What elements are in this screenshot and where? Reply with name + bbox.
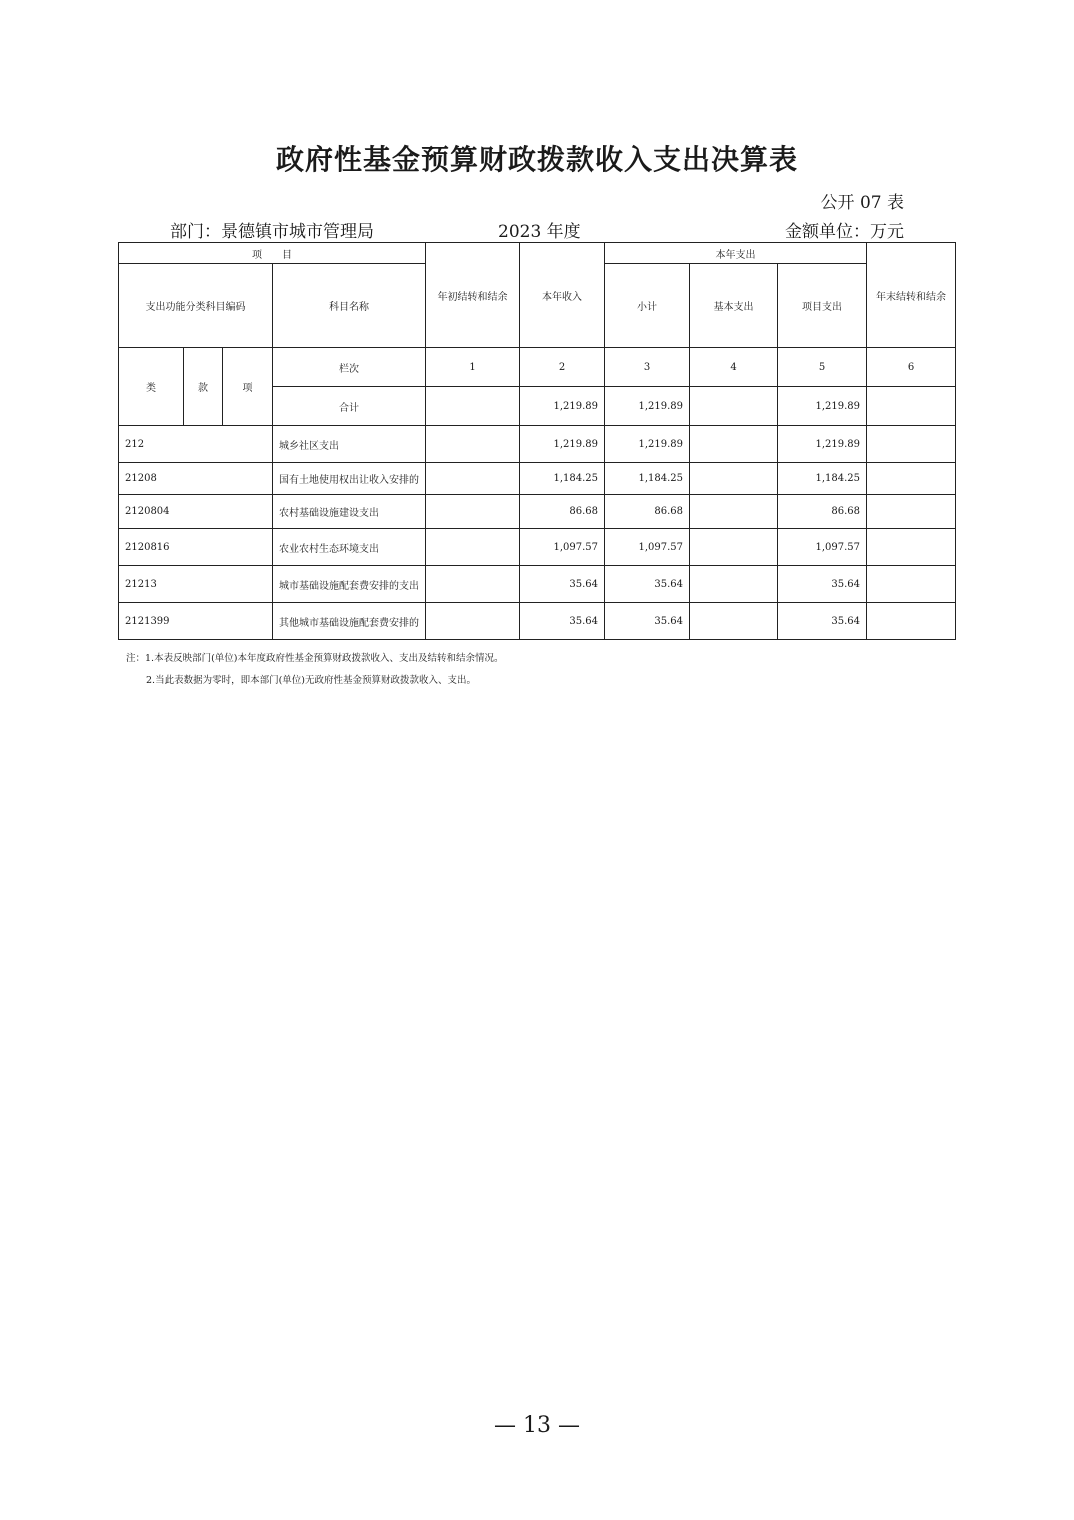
header-code: 支出功能分类科目编码 <box>119 264 273 348</box>
row-subtotal: 86.68 <box>605 495 690 529</box>
row-name: 农村基础设施建设支出 <box>273 495 426 529</box>
row-project: 35.64 <box>778 603 867 640</box>
row-end-balance <box>867 603 956 640</box>
amount-unit-label: 金额单位：万元 <box>785 222 904 242</box>
budget-table <box>118 242 956 640</box>
row-code: 21208 <box>119 463 273 495</box>
row-basic <box>690 426 778 463</box>
page-number: — 13 — <box>494 1413 580 1438</box>
department-label: 部门：景德镇市城市管理局 <box>170 222 374 242</box>
row-basic <box>690 529 778 566</box>
table-row <box>119 566 956 603</box>
header-basic: 基本支出 <box>690 264 778 348</box>
row-begin-balance <box>426 463 520 495</box>
page-title: 政府性基金预算财政拨款收入支出决算表 <box>275 143 798 176</box>
row-project: 1,184.25 <box>778 463 867 495</box>
column-number-6: 6 <box>867 348 956 387</box>
row-subtotal: 1,184.25 <box>605 463 690 495</box>
row-name: 城乡社区支出 <box>273 426 426 463</box>
row-subtotal: 1,219.89 <box>605 426 690 463</box>
row-income: 1,219.89 <box>520 426 605 463</box>
notes <box>126 648 503 692</box>
row-income: 35.64 <box>520 566 605 603</box>
header-project: 项目支出 <box>778 264 867 348</box>
row-basic <box>690 463 778 495</box>
table-row <box>119 529 956 566</box>
row-end-balance <box>867 529 956 566</box>
row-project: 1,219.89 <box>778 426 867 463</box>
total-label: 合计 <box>273 387 426 426</box>
row-code: 212 <box>119 426 273 463</box>
column-number-4: 4 <box>690 348 778 387</box>
row-code: 2120816 <box>119 529 273 566</box>
header-end-balance: 年末结转和结余 <box>867 243 956 348</box>
row-basic <box>690 603 778 640</box>
row-code: 2121399 <box>119 603 273 640</box>
column-number-5: 5 <box>778 348 867 387</box>
row-subtotal: 1,097.57 <box>605 529 690 566</box>
column-number-1: 1 <box>426 348 520 387</box>
row-begin-balance <box>426 529 520 566</box>
header-subtotal: 小计 <box>605 264 690 348</box>
total-income: 1,219.89 <box>520 387 605 426</box>
row-basic <box>690 566 778 603</box>
row-end-balance <box>867 426 956 463</box>
column-number-3: 3 <box>605 348 690 387</box>
row-basic <box>690 495 778 529</box>
row-income: 35.64 <box>520 603 605 640</box>
total-end-balance <box>867 387 956 426</box>
column-number-2: 2 <box>520 348 605 387</box>
fiscal-year-label: 2023 年度 <box>498 222 581 242</box>
row-project: 1,097.57 <box>778 529 867 566</box>
row-end-balance <box>867 495 956 529</box>
row-begin-balance <box>426 495 520 529</box>
header-xiang: 项 <box>223 348 273 426</box>
row-begin-balance <box>426 603 520 640</box>
column-number-label: 栏次 <box>273 348 426 387</box>
row-name: 城市基础设施配套费安排的支出 <box>273 566 426 603</box>
header-lei: 类 <box>119 348 184 426</box>
form-number: 公开 07 表 <box>820 193 904 213</box>
note-2: 2.当此表数据为零时，即本部门(单位)无政府性基金预算财政拨款收入、支出。 <box>146 675 476 686</box>
row-code: 2120804 <box>119 495 273 529</box>
table-row <box>119 463 956 495</box>
row-name: 国有土地使用权出让收入安排的 <box>273 463 426 495</box>
row-subtotal: 35.64 <box>605 566 690 603</box>
row-name: 其他城市基础设施配套费安排的 <box>273 603 426 640</box>
header-kuan: 款 <box>184 348 223 426</box>
total-subtotal: 1,219.89 <box>605 387 690 426</box>
header-begin-balance: 年初结转和结余 <box>426 243 520 348</box>
header-income: 本年收入 <box>520 243 605 348</box>
row-code: 21213 <box>119 566 273 603</box>
table-row <box>119 426 956 463</box>
row-project: 86.68 <box>778 495 867 529</box>
header-item: 项 目 <box>119 243 426 264</box>
row-subtotal: 35.64 <box>605 603 690 640</box>
row-income: 86.68 <box>520 495 605 529</box>
note-1: 注：1.本表反映部门(单位)本年度政府性基金预算财政拨款收入、支出及结转和结余情况。 <box>126 653 504 664</box>
row-begin-balance <box>426 566 520 603</box>
row-project: 35.64 <box>778 566 867 603</box>
row-begin-balance <box>426 426 520 463</box>
row-end-balance <box>867 463 956 495</box>
total-basic <box>690 387 778 426</box>
table-row <box>119 603 956 640</box>
row-name: 农业农村生态环境支出 <box>273 529 426 566</box>
header-expense-group: 本年支出 <box>605 243 867 264</box>
row-income: 1,184.25 <box>520 463 605 495</box>
table-row <box>119 495 956 529</box>
total-project: 1,219.89 <box>778 387 867 426</box>
header-subject-name: 科目名称 <box>273 264 426 348</box>
total-begin-balance <box>426 387 520 426</box>
row-end-balance <box>867 566 956 603</box>
row-income: 1,097.57 <box>520 529 605 566</box>
